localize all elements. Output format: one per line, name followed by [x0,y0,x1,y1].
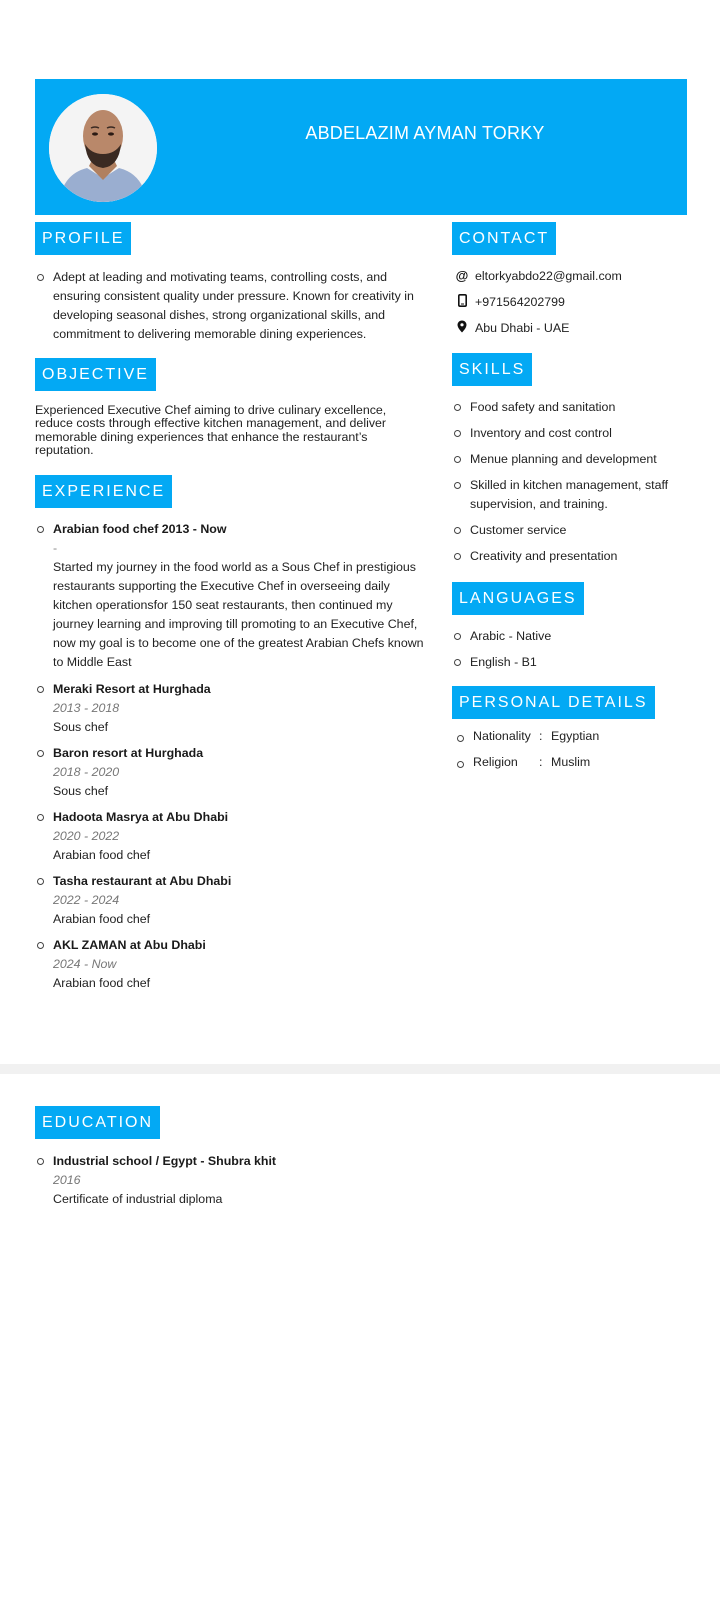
header-banner [35,79,687,215]
language-item: Arabic - Native [452,627,692,646]
personal-detail-label: Nationality [473,729,531,743]
experience-dates: 2024 - Now [53,957,117,971]
experience-dates: - [53,541,58,555]
experience-list [35,520,430,993]
section-heading-experience: EXPERIENCE [35,475,172,508]
experience-description: Arabian food chef [53,976,151,990]
phone-icon [455,294,469,310]
page-break-divider [0,1064,720,1074]
skill-item: Creativity and presentation [452,547,692,566]
experience-title: AKL ZAMAN at Abu Dhabi [53,938,206,952]
experience-dates: 2020 - 2022 [53,829,120,843]
contact-location: Abu Dhabi - UAE [475,321,570,335]
experience-item [35,680,430,737]
experience-title: Hadoota Masrya at Abu Dhabi [53,810,229,824]
contact-email: eltorkyabdo22@gmail.com [475,268,622,283]
profile-photo [49,94,157,202]
profile-summary: Adept at leading and motivating teams, controlling costs, and ensuring consistent quality under pressure. Known for creativity in developing seasonal dishes, strong organizational skills, and commitment to delivering memorable dining experiences. [35,268,430,344]
contact-email-row [455,268,622,283]
skill-item: Menue planning and development [452,450,692,469]
personal-detail-separator: : [539,755,543,769]
skill-item: Customer service [452,521,692,540]
experience-description: Arabian food chef [53,912,151,926]
education-list [35,1152,430,1209]
personal-detail-label: Religion [473,755,518,769]
section-heading-skills: SKILLS [452,353,532,386]
language-item: English - B1 [452,653,692,672]
personal-detail-value: Muslim [551,755,591,769]
experience-item [35,808,430,865]
experience-title: Arabian food chef 2013 - Now [53,522,227,536]
contact-location-row [455,320,569,336]
section-heading-objective: OBJECTIVE [35,358,156,391]
at-icon: @ [455,268,469,283]
location-pin-icon [455,320,469,336]
experience-item [35,936,430,993]
profile-photo-image [49,94,157,202]
contact-phone-row [455,294,565,310]
contact-phone: +971564202799 [475,295,565,309]
education-item [35,1152,430,1209]
objective-text: Experienced Executive Chef aiming to drive culinary excellence, reduce costs through effective kitchen management, and deliver memorable dining experiences that enhance the restaurant’s reputation. [35,403,387,458]
experience-dates: 2022 - 2024 [53,893,120,907]
section-heading-education: EDUCATION [35,1106,160,1139]
experience-dates: 2018 - 2020 [53,765,120,779]
experience-description: Started my journey in the food world as a Sous Chef in prestigious restaurants supporting the Executive Chef in overseeing daily kitchen operationsfor 150 seat restaurants, then continued my journey learning and improving till promoting to an Executive Chef, now my goal is to become one of the greatest Arabian Chefs known to Middle East [53,560,424,669]
experience-item [35,872,430,929]
experience-title: Tasha restaurant at Abu Dhabi [53,874,232,888]
experience-title: Baron resort at Hurghada [53,746,204,760]
section-heading-languages: LANGUAGES [452,582,584,615]
profile-list [35,268,430,344]
personal-detail-separator: : [539,729,543,743]
education-title: Industrial school / Egypt - Shubra khit [53,1154,277,1168]
candidate-name: ABDELAZIM AYMAN TORKY [305,123,545,143]
experience-description: Arabian food chef [53,848,151,862]
section-heading-profile: PROFILE [35,222,131,255]
skill-item: Inventory and cost control [452,424,692,443]
experience-description: Sous chef [53,784,109,798]
experience-item [35,520,430,672]
skill-item: Food safety and sanitation [452,398,692,417]
education-description: Certificate of industrial diploma [53,1192,223,1206]
skill-item: Skilled in kitchen management, staff supervision, and training. [452,476,692,514]
education-dates: 2016 [53,1173,81,1187]
personal-detail-value: Egyptian [551,729,600,743]
languages-list [452,627,692,672]
section-heading-contact: CONTACT [452,222,556,255]
experience-dates: 2013 - 2018 [53,701,120,715]
section-heading-personal-details: PERSONAL DETAILS [452,686,655,719]
experience-item [35,744,430,801]
skills-list [452,398,692,566]
experience-description: Sous chef [53,720,109,734]
experience-title: Meraki Resort at Hurghada [53,682,211,696]
